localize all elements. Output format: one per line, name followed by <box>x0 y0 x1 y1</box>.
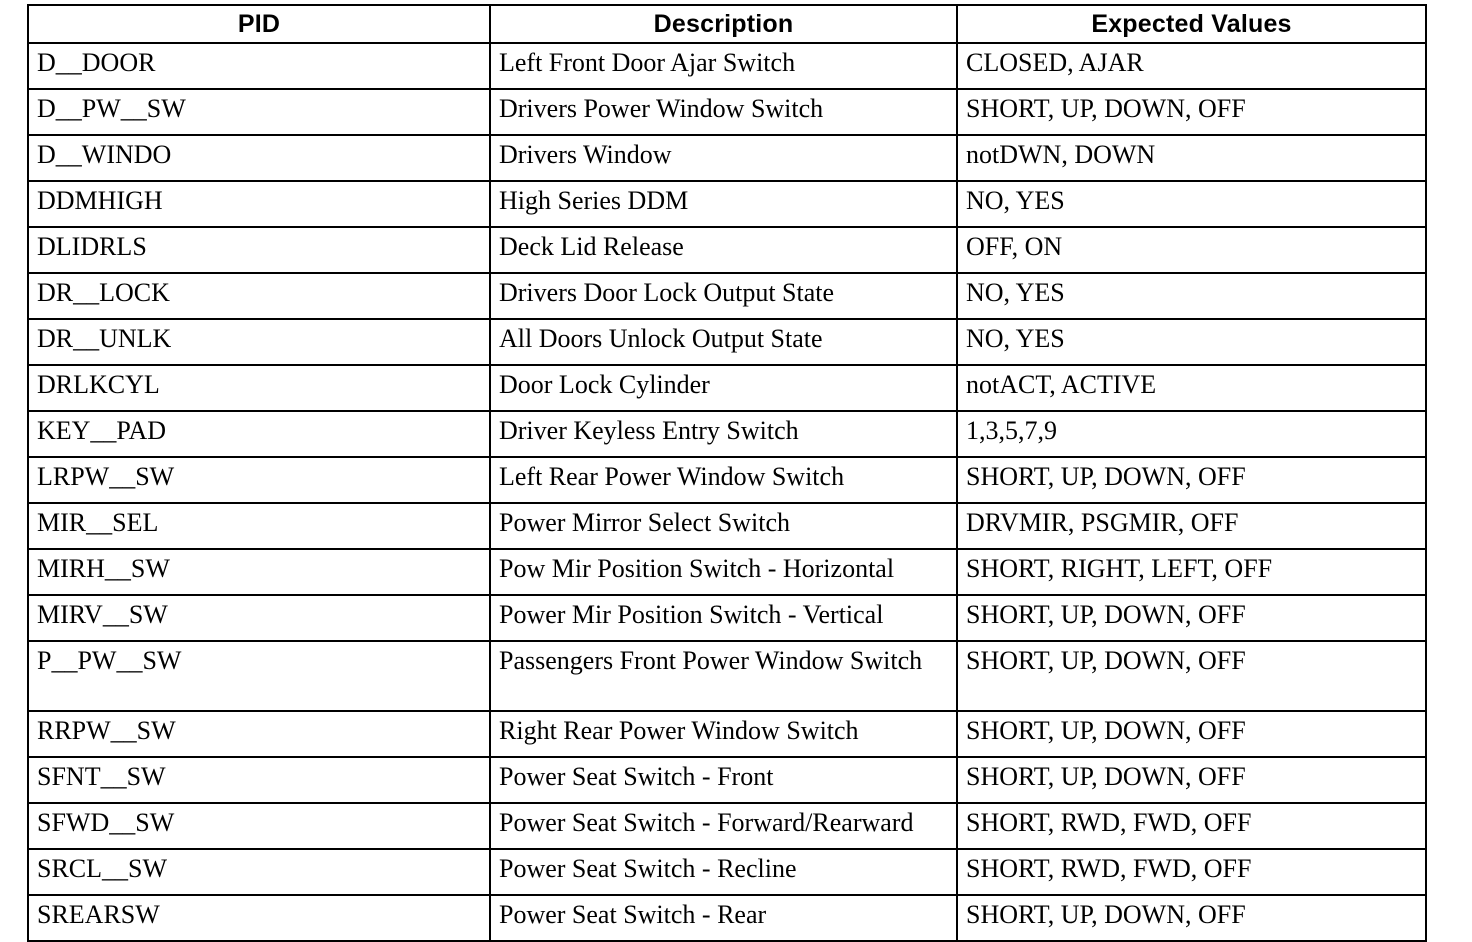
expected-values-cell: SHORT, UP, DOWN, OFF <box>957 457 1426 503</box>
description-cell: Deck Lid Release <box>490 227 957 273</box>
expected-values-cell: SHORT, UP, DOWN, OFF <box>957 595 1426 641</box>
pid-cell: LRPW__SW <box>28 457 490 503</box>
table-row <box>28 43 1426 89</box>
pid-cell: SREARSW <box>28 895 490 941</box>
expected-values-cell: SHORT, RWD, FWD, OFF <box>957 849 1426 895</box>
table-row <box>28 849 1426 895</box>
pid-table <box>27 4 1427 942</box>
header-row <box>28 5 1426 43</box>
pid-cell: DRLKCYL <box>28 365 490 411</box>
pid-cell: SFWD__SW <box>28 803 490 849</box>
expected-values-cell: NO, YES <box>957 273 1426 319</box>
description-cell: Left Front Door Ajar Switch <box>490 43 957 89</box>
description-cell: Power Seat Switch - Rear <box>490 895 957 941</box>
expected-values-cell: SHORT, UP, DOWN, OFF <box>957 89 1426 135</box>
pid-cell: MIR__SEL <box>28 503 490 549</box>
table-row <box>28 411 1426 457</box>
expected-values-cell: SHORT, UP, DOWN, OFF <box>957 711 1426 757</box>
expected-values-cell: SHORT, UP, DOWN, OFF <box>957 641 1426 711</box>
table-row <box>28 319 1426 365</box>
description-cell: Door Lock Cylinder <box>490 365 957 411</box>
table-row <box>28 181 1426 227</box>
pid-cell: SFNT__SW <box>28 757 490 803</box>
table-row <box>28 503 1426 549</box>
expected-values-cell: NO, YES <box>957 319 1426 365</box>
table-row <box>28 273 1426 319</box>
expected-values-cell: SHORT, RIGHT, LEFT, OFF <box>957 549 1426 595</box>
expected-values-cell: SHORT, UP, DOWN, OFF <box>957 895 1426 941</box>
table-row <box>28 711 1426 757</box>
table-row <box>28 227 1426 273</box>
pid-cell: P__PW__SW <box>28 641 490 711</box>
description-cell: Passengers Front Power Window Switch <box>490 641 957 711</box>
table-row <box>28 803 1426 849</box>
description-cell: All Doors Unlock Output State <box>490 319 957 365</box>
table-row <box>28 135 1426 181</box>
table-row <box>28 89 1426 135</box>
description-cell: Right Rear Power Window Switch <box>490 711 957 757</box>
description-cell: Power Seat Switch - Recline <box>490 849 957 895</box>
expected-values-cell: OFF, ON <box>957 227 1426 273</box>
description-cell: Pow Mir Position Switch - Horizontal <box>490 549 957 595</box>
expected-values-cell: SHORT, RWD, FWD, OFF <box>957 803 1426 849</box>
expected-values-cell: 1,3,5,7,9 <box>957 411 1426 457</box>
description-cell: Power Mir Position Switch - Vertical <box>490 595 957 641</box>
expected-values-cell: CLOSED, AJAR <box>957 43 1426 89</box>
pid-cell: DR__LOCK <box>28 273 490 319</box>
description-cell: Drivers Window <box>490 135 957 181</box>
header-pid: PID <box>28 5 490 43</box>
description-cell: High Series DDM <box>490 181 957 227</box>
table-row <box>28 595 1426 641</box>
description-cell: Drivers Power Window Switch <box>490 89 957 135</box>
table-row <box>28 895 1426 941</box>
description-cell: Power Seat Switch - Front <box>490 757 957 803</box>
pid-cell: SRCL__SW <box>28 849 490 895</box>
pid-cell: D__PW__SW <box>28 89 490 135</box>
description-cell: Drivers Door Lock Output State <box>490 273 957 319</box>
expected-values-cell: notACT, ACTIVE <box>957 365 1426 411</box>
pid-cell: DDMHIGH <box>28 181 490 227</box>
table-row <box>28 641 1426 711</box>
expected-values-cell: DRVMIR, PSGMIR, OFF <box>957 503 1426 549</box>
description-cell: Left Rear Power Window Switch <box>490 457 957 503</box>
pid-cell: DR__UNLK <box>28 319 490 365</box>
table-row <box>28 365 1426 411</box>
table-row <box>28 457 1426 503</box>
pid-cell: MIRH__SW <box>28 549 490 595</box>
expected-values-cell: SHORT, UP, DOWN, OFF <box>957 757 1426 803</box>
description-cell: Power Seat Switch - Forward/Rearward <box>490 803 957 849</box>
pid-cell: DLIDRLS <box>28 227 490 273</box>
expected-values-cell: NO, YES <box>957 181 1426 227</box>
pid-cell: MIRV__SW <box>28 595 490 641</box>
table-row <box>28 757 1426 803</box>
pid-cell: RRPW__SW <box>28 711 490 757</box>
header-expected-values: Expected Values <box>957 5 1426 43</box>
table-row <box>28 549 1426 595</box>
header-description: Description <box>490 5 957 43</box>
expected-values-cell: notDWN, DOWN <box>957 135 1426 181</box>
pid-cell: D__DOOR <box>28 43 490 89</box>
description-cell: Driver Keyless Entry Switch <box>490 411 957 457</box>
pid-cell: D__WINDO <box>28 135 490 181</box>
pid-cell: KEY__PAD <box>28 411 490 457</box>
description-cell: Power Mirror Select Switch <box>490 503 957 549</box>
